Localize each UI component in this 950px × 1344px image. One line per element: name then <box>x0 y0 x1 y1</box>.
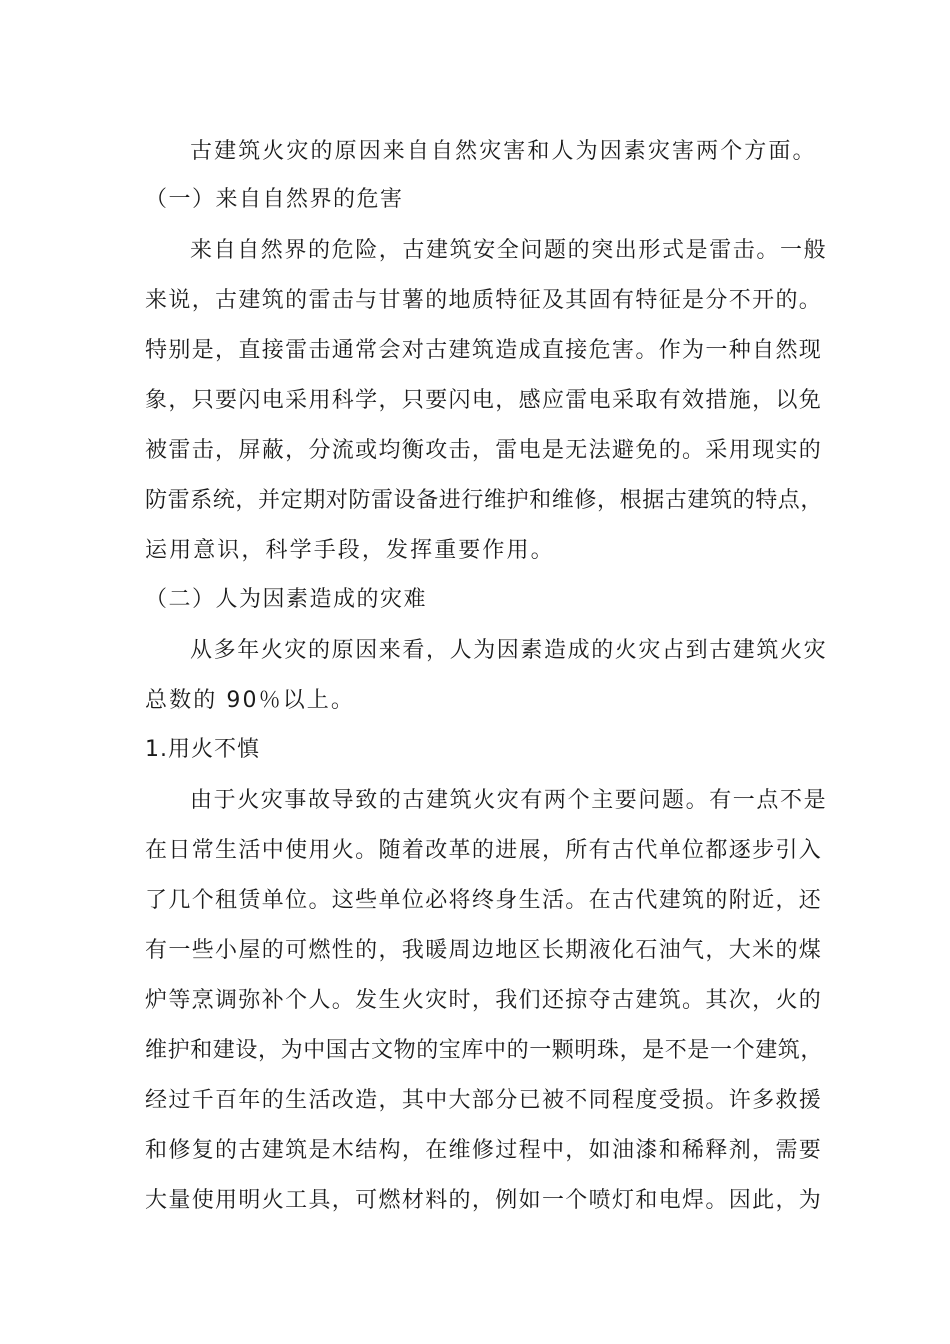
subsection1-line: 和修复的古建筑是木结构，在维修过程中，如油漆和稀释剂，需要 <box>145 1138 823 1163</box>
subsection1-line: 大量使用明火工具，可燃材料的，例如一个喷灯和电焊。因此，为 <box>145 1188 823 1213</box>
section1-line: 来自自然界的危险，古建筑安全问题的突出形式是雷击。一般 <box>190 238 828 263</box>
section1-line: 运用意识，科学手段，发挥重要作用。 <box>145 538 555 563</box>
subsection1-line: 在日常生活中使用火。随着改革的进展，所有古代单位都逐步引入 <box>145 838 823 863</box>
section1-line: 象，只要闪电采用科学，只要闪电，感应雷电采取有效措施，以免 <box>145 388 823 413</box>
subsection1-line: 维护和建设，为中国古文物的宝库中的一颗明珠，是不是一个建筑， <box>145 1038 824 1063</box>
section2-line: 总数的 90％以上。 <box>145 688 355 713</box>
section2-heading: （二）人为因素造成的灾难 <box>145 587 428 612</box>
section1-line: 被雷击，屏蔽，分流或均衡攻击，雷电是无法避免的。采用现实的 <box>145 438 823 463</box>
intro-paragraph: 古建筑火灾的原因来自自然灾害和人为因素灾害两个方面。 <box>190 139 817 164</box>
subsection1-line: 炉等烹调弥补个人。发生火灾时，我们还掠夺古建筑。其次，火的 <box>145 988 823 1013</box>
section2-line: 从多年火灾的原因来看，人为因素造成的火灾占到古建筑火灾 <box>190 638 828 663</box>
section1-line: 特别是，直接雷击通常会对古建筑造成直接危害。作为一种自然现 <box>145 338 823 363</box>
subsection1-line: 了几个租赁单位。这些单位必将终身生活。在古代建筑的附近，还 <box>145 888 823 913</box>
section1-line: 防雷系统，并定期对防雷设备进行维护和维修，根据古建筑的特点， <box>145 488 824 513</box>
subsection1-line: 由于火灾事故导致的古建筑火灾有两个主要问题。有一点不是 <box>190 788 828 813</box>
section1-line: 来说，古建筑的雷击与甘薯的地质特征及其固有特征是分不开的。 <box>145 288 823 313</box>
subsection1-line: 经过千百年的生活改造，其中大部分已被不同程度受损。许多救援 <box>145 1088 823 1113</box>
section1-heading: （一）来自自然界的危害 <box>145 187 404 212</box>
subsection1-line: 有一些小屋的可燃性的，我暖周边地区长期液化石油气，大米的煤 <box>145 938 823 963</box>
subsection1-heading: 1.用火不慎 <box>145 737 260 762</box>
